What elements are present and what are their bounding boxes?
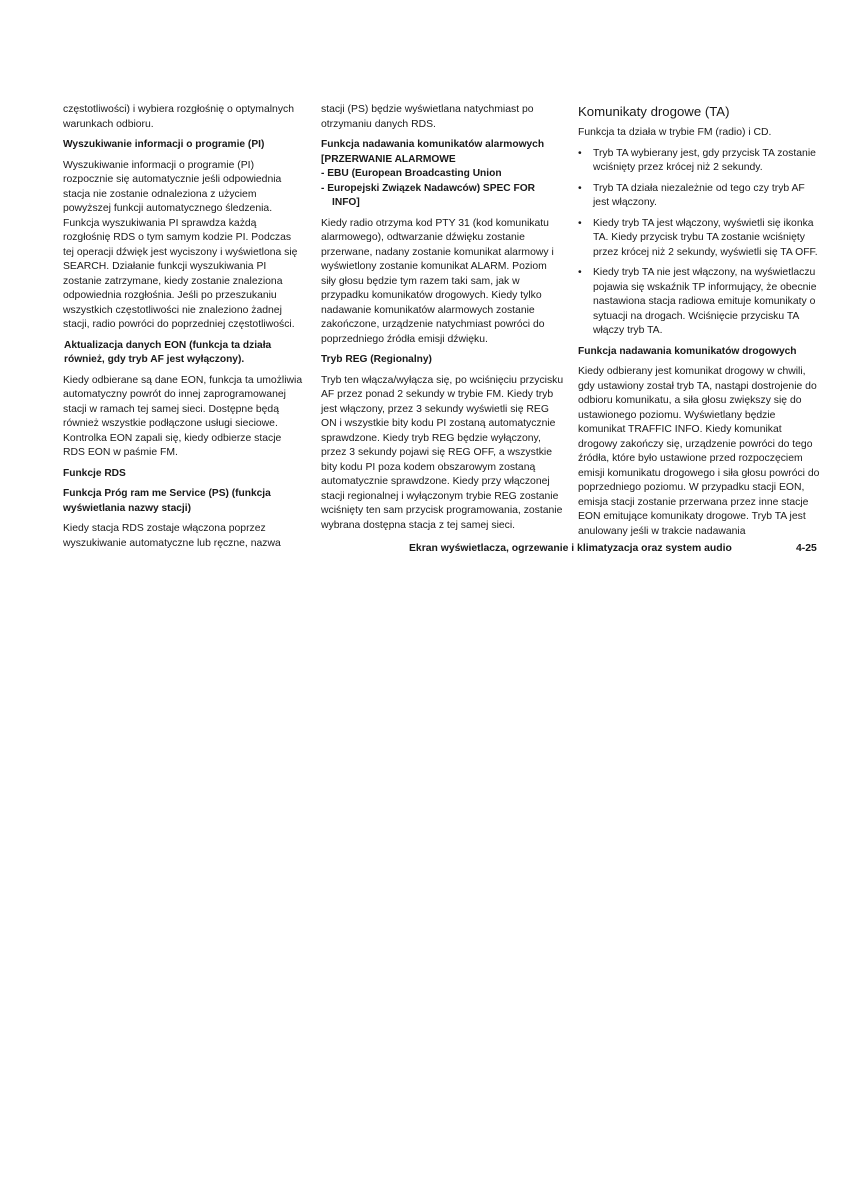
list-item: • Tryb TA działa niezależnie od tego czy tryb AF jest włączony. bbox=[578, 182, 822, 211]
paragraph: Kiedy odbierany jest komunikat drogowy w chwili, gdy ustawiony został tryb TA, nastąpi dostrojenie do odbioru komunikatu, a siła głosu zwiększy się do ustawionego poziomu. Wyświetlany będzie komunikat TRAFFIC INFO. Kiedy komunikat drogowy zakończy się, urządzenie powróci do tego źródła, które było ustawione przed rozpoczęciem emisji komunikatu drogowego i siła głosu powróci do poprzedniego poziomu. W przypadku stacji EON, emisja stacji zostanie przerwana przez inne stacje EON emitujące komunikaty drogowe. Tryb TA jest anulowany jeśli w trakcie nadawania bbox=[578, 366, 820, 537]
paragraph: Funkcja ta działa w trybie FM (radio) i CD. bbox=[578, 127, 772, 138]
paragraph: Wyszukiwanie informacji o programie (PI) rozpocznie się automatycznie jeśli odpowiednia stacja nie zostanie odnaleziona z użyciem powyższej funkcji automatycznego śledzenia. Funkcja wyszukiwania PI sprawdza każdą rozgłośnię RDS o tym samym kodzie PI. Podczas tej operacji dźwięk jest wyciszony i wyświetlona się SEARCH. Działanie funkcji wyszukiwania PI zostanie zatrzymane, kiedy zostanie znaleziona odpowiednia rozgłośnia. Jeśli po przeszukaniu wszystkich częstotliwości nie znaleziono żadnej stacji, radio powróci do poprzedniej częstotliwości. bbox=[63, 159, 298, 330]
bullet-list bbox=[578, 147, 822, 339]
section-heading-ps: Funkcja Próg ram me Service (PS) (funkcja wyświetlania nazwy stacji) bbox=[63, 488, 271, 514]
dash-item: - EBU (European Broadcasting Union bbox=[321, 168, 502, 179]
column-right bbox=[578, 103, 822, 545]
paragraph: Kiedy radio otrzyma kod PTY 31 (kod komunikatu alarmowego), odtwarzanie dźwięku zostanie przerwane, nadany zostanie komunikat alarmowy i wyświetlony zostanie komunikat ALARM. Poziom siły głosu będzie tym razem taki sam, jak w przypadku komunikatów drogowych. Kiedy tylko nadawanie komunikatów alarmowych zostanie zakończone, urządzenie natychmiast powróci do poprzedniego źródła emisji dźwięku. bbox=[321, 217, 554, 345]
list-item: • Kiedy tryb TA nie jest włączony, na wyświetlaczu pojawia się wskaźnik TP informujący, że obecnie nastawiona stacja radiowa emituje komunikaty o sytuacji na drogach. Wciśnięcie przycisku TA włączy tryb TA. bbox=[578, 266, 822, 339]
column-left bbox=[63, 103, 303, 557]
paragraph: Kiedy stacja RDS zostaje włączona poprzez wyszukiwanie automatyczne lub ręczne, nazwa bbox=[63, 523, 281, 549]
list-item: • Tryb TA wybierany jest, gdy przycisk TA zostanie wciśnięty przez krócej niż 2 sekundy. bbox=[578, 147, 822, 176]
section-heading-reg: Tryb REG (Regionalny) bbox=[321, 354, 432, 365]
paragraph: częstotliwości) i wybiera rozgłośnię o optymalnych warunkach odbioru. bbox=[63, 104, 294, 130]
dash-item: - Europejski Związek Nadawców) SPEC FOR INFO] bbox=[321, 182, 535, 208]
section-heading-traffic: Funkcja nadawania komunikatów drogowych bbox=[578, 345, 797, 357]
section-heading-eon: Aktualizacja danych EON (funkcja ta działa również, gdy tryb AF jest wyłączony). bbox=[64, 339, 272, 365]
paragraph: stacji (PS) będzie wyświetlana natychmiast po otrzymaniu danych RDS. bbox=[321, 104, 534, 130]
section-heading-pi: Wyszukiwanie informacji o programie (PI) bbox=[63, 139, 265, 150]
section-heading-rds: Funkcje RDS bbox=[63, 467, 126, 479]
footer-chapter-title: Ekran wyświetlacza, ogrzewanie i klimatyzacja oraz system audio bbox=[409, 543, 732, 554]
paragraph: Kiedy odbierane są dane EON, funkcja ta umożliwia automatyczny powrót do innej zaprogramowanej stacji w ramach tej samej sieci. Dostępne będą również wszystkie podłączone usługi sieciowe. Kontrolka EON zapali się, kiedy odbierze stacje RDS EON w paśmie FM. bbox=[63, 374, 303, 458]
section-title-ta: Komunikaty drogowe (TA) bbox=[578, 104, 730, 119]
column-middle bbox=[321, 103, 564, 539]
paragraph: Tryb ten włącza/wyłącza się, po wciśnięciu przycisku AF przez ponad 2 sekundy w trybie FM. Kiedy tryb jest włączony, przez 3 sekundy wyświetli się REG ON i wszystkie bity kodu PI zostaną automatycznie sprawdzone. Kiedy tryb REG będzie wyłączony, przez 3 sekundy pojawi się REG OFF, a wszystkie bity kodu PI poza kodem obszarowym zostaną automatycznie sprawdzone. Kiedy przy włączonej stacji regionalnej i wyłączonym trybie REG zostanie wciśnięty ten sam przycisk programowania, zostanie wybrana dostępna stacja z tej samej sieci. bbox=[321, 374, 564, 531]
section-heading-alarm: Funkcja nadawania komunikatów alarmowych [PRZERWANIE ALARMOWE bbox=[321, 139, 545, 165]
list-item: • Kiedy tryb TA jest włączony, wyświetli się ikonka TA. Kiedy przycisk trybu TA zostanie wciśnięty przez krócej niż 2 sekundy, wyświetli się TA OFF. bbox=[578, 217, 822, 261]
page-number: 4-25 bbox=[796, 543, 817, 554]
